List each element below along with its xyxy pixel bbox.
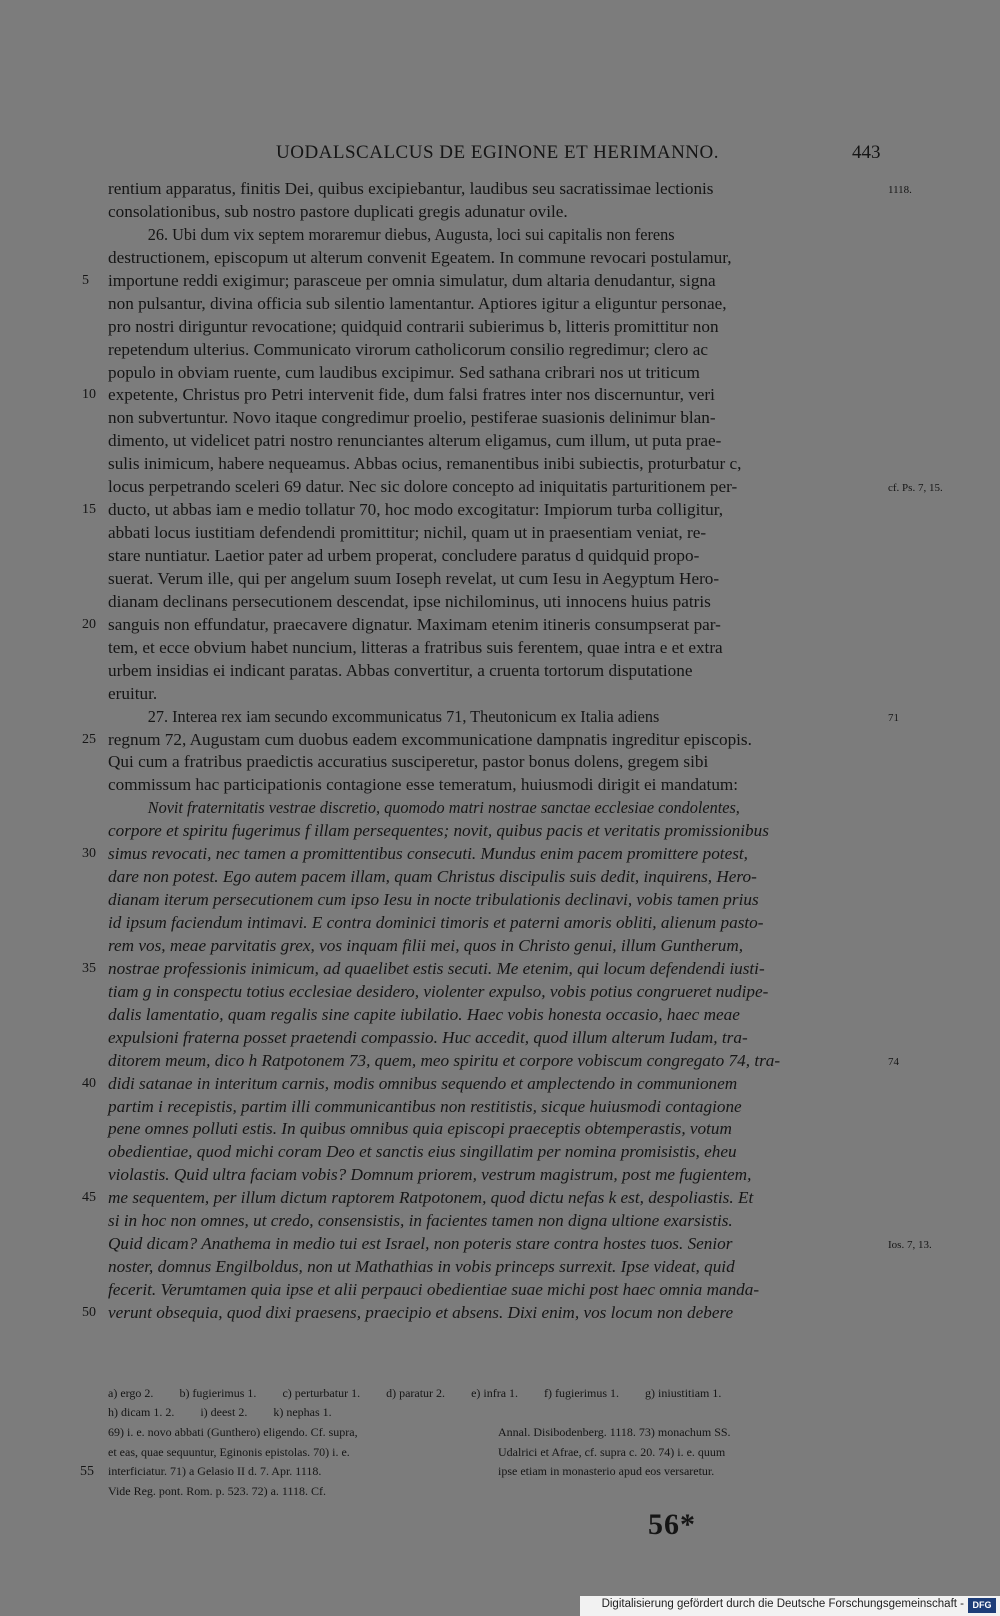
text-line [108, 1096, 882, 1119]
line-text: rentium apparatus, finitis Dei, quibus excipiebantur, laudibus seu sacratissimae lectionis [108, 179, 714, 198]
text-line [108, 935, 882, 958]
line-number: 5 [82, 272, 89, 288]
text-line [108, 912, 882, 935]
line-text: regnum 72, Augustam cum duobus eadem excommunicatione dampnatis ingreditur episcopis. [108, 729, 752, 749]
line-text: urbem insidias ei indicant paratas. Abbas convertitur, a cruenta tortorum disputatione [108, 660, 693, 680]
line-text: si in hoc non omnes, ut credo, consensistis, in facientes tamen non digna ultione exarsistis. [108, 1211, 733, 1231]
line-text: Quid dicam? Anathema in medio tui est Israel, non poteris stare contra hostes tuos. Senior [108, 1234, 733, 1254]
text-line [108, 1279, 882, 1302]
text-line [108, 430, 882, 453]
text-line [108, 247, 882, 270]
text-line [108, 568, 882, 591]
line-text: locus perpetrando sceleri 69 datur. Nec sic dolore concepto ad iniquitatis parturitionem per- [108, 477, 738, 497]
text-line [82, 1073, 882, 1096]
note-text: ipse etiam in monasterio apud eos versaretur. [498, 1464, 715, 1478]
text-line [108, 224, 882, 247]
note-line [498, 1462, 888, 1482]
text-line [108, 637, 882, 660]
text-line [108, 660, 882, 683]
page-number: 443 [852, 142, 881, 163]
text-line [108, 706, 899, 729]
apparatus-entry: f) fugierimus 1. [544, 1386, 620, 1400]
line-text: pro nostri diriguntur revocatione; quidquid contrarii subierimus b, litteris promittitur non [108, 316, 719, 336]
line-text: expulsioni fraterna posset praetendi compassio. Huc accedit, quod illum alterum Iudam, tra- [108, 1027, 748, 1047]
text-line [108, 339, 882, 362]
text-line [108, 774, 882, 797]
text-line [108, 201, 882, 224]
line-text: verunt obsequia, quod dixi praesens, praecipio et absens. Dixi enim, vos locum non debere [108, 1302, 734, 1322]
text-line [108, 293, 882, 316]
text-line [108, 866, 882, 889]
apparatus-entry: g) iniustitiam 1. [645, 1386, 722, 1400]
line-text: non pulsantur, divina officia sub silentio lamentantur. Aptiores igitur a eliguntur personae, [108, 293, 727, 313]
line-text: sulis inimicum, habere nequeamus. Abbas ocius, remanentibus inibi subiectis, proturbatur c, [108, 454, 742, 474]
line-number: 50 [82, 1304, 96, 1320]
line-text: pene omnes polluti estis. In quibus omnibus quia episcopi praeceptis obtemperastis, votum [108, 1119, 732, 1139]
line-text: Novit fraternitatis vestrae discretio, quomodo matri nostrae sanctae ecclesiae condolentes, [147, 798, 740, 818]
text-line [108, 797, 882, 820]
text-line [108, 1210, 882, 1233]
margin-note: 1118. [888, 184, 912, 196]
text-line [82, 384, 882, 407]
line-text: dianam iterum persecutionem cum ipso Iesu in nocte tribulationis declinavi, vobis tamen prius [108, 890, 759, 910]
line-number: 20 [82, 616, 96, 632]
textual-apparatus [108, 1384, 888, 1422]
digitization-footer [580, 1596, 1000, 1616]
dfg-credit: Digitalisierung gefördert durch die Deutsche Forschungsgemeinschaft - [601, 1598, 964, 1610]
apparatus-row [108, 1403, 888, 1422]
line-number: 10 [82, 387, 96, 403]
line-text: eruitur. [108, 683, 158, 703]
line-text: 27. Interea rex iam secundo excommunicatus 71, Theutonicum ex Italia adiens [147, 706, 660, 726]
line-text: Qui cum a fratribus praedictis accuratius susciperetur, pastor bonus dolens, gregem sibi [108, 752, 709, 772]
apparatus-entry: c) perturbatur 1. [282, 1386, 361, 1400]
line-text: abbati locus iustitiam defendendi promittitur; nichil, quam ut in praesentiam veniat, re- [108, 523, 707, 543]
running-title: UODALSCALCUS DE EGINONE ET HERIMANNO. [276, 142, 719, 163]
apparatus-entry: i) deest 2. [200, 1405, 248, 1419]
line-text: obedientiae, quod michi coram Deo et sanctis eius singillatim per nomina promisistis, eheu [108, 1142, 737, 1162]
text-line [108, 591, 882, 614]
line-text: ducto, ut abbas iam e medio tollatur 70, hoc modo excogitatur: Impiorum turba colligitur, [108, 500, 724, 520]
line-text: ditorem meum, dico h Ratpotonem 73, quem, meo spiritu et corpore vobiscum congregato 74, tra- [108, 1050, 781, 1070]
line-text: nostrae professionis inimicum, ad quaelibet estis secuti. Me etenim, qui locum defendendi iusti- [108, 958, 765, 978]
text-line [108, 751, 882, 774]
text-line [108, 1027, 882, 1050]
line-text: corpore et spiritu fugerimus f illam persequentes; novit, quibus pacis et veritatis promissionibus [108, 821, 769, 841]
text-line [108, 820, 882, 843]
text-line [108, 453, 882, 476]
text-line [108, 1164, 882, 1187]
line-number: 40 [82, 1075, 96, 1091]
line-number: 35 [82, 960, 96, 976]
line-number: 25 [82, 731, 96, 747]
apparatus-entry: e) infra 1. [471, 1386, 519, 1400]
margin-note: cf. Ps. 7, 15. [888, 482, 943, 495]
line-text: tem, et ecce obvium habet nuncium, litteras a fratribus suis ferentem, quae intra e et extra [108, 637, 723, 657]
text-line [108, 981, 882, 1004]
margin-note: Ios. 7, 13. [888, 1239, 932, 1252]
line-text: fecerit. Verumtamen quia ipse et alii perpauci obedientiae suae michi post haec omnia manda- [108, 1280, 760, 1299]
note-line [108, 1482, 468, 1502]
line-text: sanguis non effundatur, praecavere dignatur. Maximam etenim itineris consumpserat par- [108, 614, 721, 634]
line-text: me sequentem, per illum dictum raptorem Ratpotonem, quod dictu nefas k est, despoliastis. Et [108, 1188, 754, 1208]
text-line [108, 407, 882, 430]
text-line [108, 362, 882, 385]
text-line [82, 1302, 882, 1325]
note-text: interficiatur. 71) a Gelasio II d. 7. Apr. 1118. [108, 1464, 322, 1478]
line-text: noster, domnus Engilboldus, non ut Mathathias in vobis princeps surrexit. Ipse videat, quid [108, 1257, 735, 1277]
line-text: dianam declinans persecutionem descendat, ipse nichilominus, uti innocens huius patris [108, 591, 711, 611]
line-text: id ipsum faciendum intimavi. E contra dominici timoris et paterni amoris obliti, alienum pasto- [108, 913, 764, 932]
apparatus-entry: b) fugierimus 1. [179, 1386, 257, 1400]
apparatus-entry: a) ergo 2. [108, 1386, 154, 1400]
text-line [108, 1050, 899, 1073]
line-text: dare non potest. Ego autem pacem illam, quam Christus discipulis suis dedit, inquirens, Hero- [108, 867, 757, 887]
text-line [108, 1141, 882, 1164]
line-number: 45 [82, 1190, 96, 1206]
line-text: rem vos, meae parvitatis grex, vos inquam filii mei, quos in Christo genui, illum Guntherum, [108, 935, 744, 955]
text-line [108, 683, 882, 706]
line-text: populo in obviam ruente, cum laudibus excipimur. Sed sathana cribrari nos ut triticum [108, 362, 700, 382]
line-text: partim i recepistis, partim illi communicantibus non restitistis, sicque huiusmodi contagione [108, 1096, 742, 1116]
line-text: violastis. Quid ultra faciam vobis? Domnum priorem, vestrum magistrum, post me fugientem, [108, 1165, 752, 1185]
text-line [82, 614, 882, 637]
apparatus-entry: d) paratur 2. [386, 1386, 446, 1400]
line-number: 55 [80, 1464, 94, 1479]
text-line [108, 476, 943, 499]
text-line [82, 958, 882, 981]
text-line [82, 843, 882, 866]
note-text: Annal. Disibodenberg. 1118. 73) monachum SS. [498, 1425, 731, 1439]
main-text [82, 178, 943, 1325]
text-line [108, 1233, 932, 1256]
note-line [108, 1443, 468, 1463]
text-line [108, 1256, 882, 1279]
apparatus-entry: k) nephas 1. [273, 1405, 332, 1419]
line-text: stare nuntiatur. Laetior pater ad urbem properat, concludere paratus d quidquid propo- [108, 546, 700, 565]
line-text: didi satanae in interitum carnis, modis omnibus sequendo et amplectendo in communionem [108, 1073, 738, 1093]
line-text: 26. Ubi dum vix septem moraremur diebus, Augusta, loci sui capitalis non ferens [147, 224, 675, 244]
note-line [108, 1423, 468, 1443]
note-line [498, 1443, 888, 1463]
dfg-logo: DFG [968, 1598, 996, 1613]
line-number: 30 [82, 846, 96, 862]
line-text: repetendum ulterius. Communicato virorum catholicorum consilio regredimur; clero ac [108, 339, 708, 359]
text-line [82, 270, 882, 293]
margin-note: 71 [888, 711, 899, 724]
line-text: consolationibus, sub nostro pastore duplicati gregis adunatur ovile. [108, 201, 568, 221]
text-line [108, 178, 912, 201]
signature-mark: 56* [648, 1508, 696, 1541]
line-text: tiam g in conspectu totius ecclesiae desidero, violenter expulso, vobis potius congrueret nudipe- [108, 981, 769, 1001]
line-text: commissum hac participationis contagione esse temeratum, huiusmodi dirigit ei mandatum: [108, 775, 739, 795]
running-header [0, 142, 1000, 166]
text-line [82, 729, 882, 752]
note-text: et eas, quae sequuntur, Eginonis epistolas. 70) i. e. [108, 1444, 350, 1459]
line-text: suerat. Verum ille, qui per angelum suum Ioseph revelat, ut cum Iesu in Aegyptum Hero- [108, 568, 720, 588]
apparatus-entry: h) dicam 1. 2. [108, 1405, 175, 1419]
note-text: Vide Reg. pont. Rom. p. 523. 72) a. 1118. Cf. [108, 1483, 327, 1498]
line-text: expetente, Christus pro Petri intervenit fide, dum falsi fratres inter nos discernuntur, veri [108, 385, 715, 405]
apparatus-row [108, 1384, 888, 1403]
text-line [108, 1004, 882, 1027]
line-text: simus revocati, nec tamen a promittentibus consecuti. Mundus enim pacem promittere potest, [108, 844, 748, 864]
line-text: dalis lamentatio, quam regalis sine capite iubilatio. Haec vobis honesta occasio, haec meae [108, 1004, 740, 1024]
text-line [108, 545, 882, 568]
margin-note: 74 [888, 1055, 899, 1068]
text-line [108, 316, 882, 339]
text-line [108, 889, 882, 912]
line-text: destructionem, episcopum ut alterum convenit Egeatem. In commune revocari postulamur, [108, 247, 732, 267]
text-line [108, 1118, 882, 1141]
note-line [498, 1423, 888, 1443]
notes-left-column [80, 1423, 468, 1501]
line-text: dimento, ut videlicet patri nostro renunciantes alterum eligamus, cum illum, ut puta prae- [108, 431, 722, 451]
note-line [80, 1462, 468, 1482]
line-text: importune reddi exigimur; parasceue per omnia simulatur, dum altaria denudantur, signa [108, 270, 716, 290]
text-line [108, 522, 882, 545]
text-line [82, 499, 882, 522]
note-text: 69) i. e. novo abbati (Gunthero) eligendo. Cf. supra, [108, 1425, 358, 1439]
line-number: 15 [82, 502, 96, 518]
text-line [82, 1187, 882, 1210]
line-text: non subvertuntur. Novo itaque congredimur proelio, pestiferae suasionis delinimur blan- [108, 408, 716, 428]
notes-right-column [498, 1423, 888, 1482]
note-text: Udalrici et Afrae, cf. supra c. 20. 74) i. e. quum [498, 1444, 726, 1459]
